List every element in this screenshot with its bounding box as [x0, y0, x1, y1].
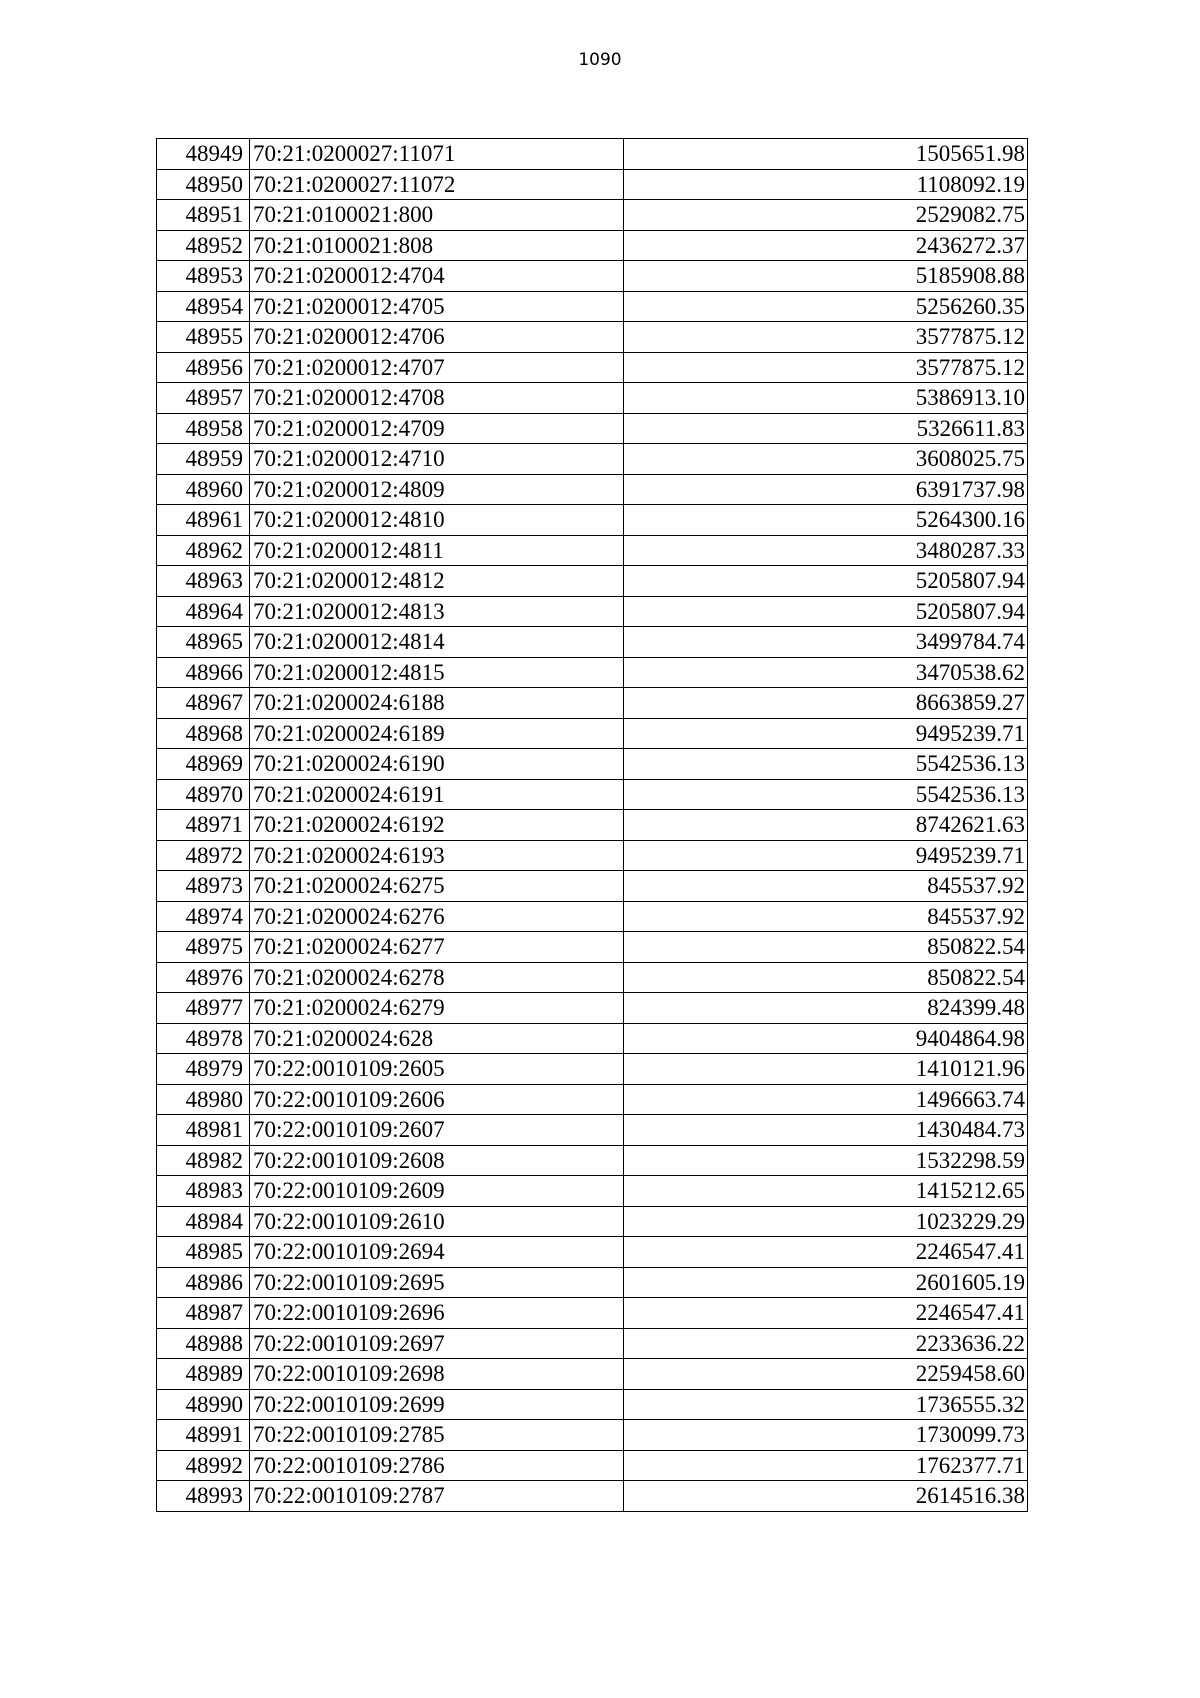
- cadastral-number-cell: 70:22:0010109:2694: [250, 1237, 624, 1268]
- cadastral-number-cell: 70:22:0010109:2695: [250, 1267, 624, 1298]
- table-row: [157, 749, 1028, 780]
- cadastral-number-cell: 70:21:0200024:6275: [250, 871, 624, 902]
- cadastral-value-cell: 1410121.96: [624, 1054, 1028, 1085]
- table-row: [157, 962, 1028, 993]
- table-row: [157, 932, 1028, 963]
- cadastral-number-cell: 70:21:0200012:4709: [250, 413, 624, 444]
- row-number-cell: 48992: [157, 1450, 250, 1481]
- row-number-cell: 48991: [157, 1420, 250, 1451]
- cadastral-number-cell: 70:21:0200024:6193: [250, 840, 624, 871]
- row-number-cell: 48985: [157, 1237, 250, 1268]
- table-row: [157, 688, 1028, 719]
- cadastral-value-cell: 3470538.62: [624, 657, 1028, 688]
- row-number-cell: 48960: [157, 474, 250, 505]
- row-number-cell: 48977: [157, 993, 250, 1024]
- row-number-cell: 48966: [157, 657, 250, 688]
- row-number-cell: 48962: [157, 535, 250, 566]
- row-number-cell: 48959: [157, 444, 250, 475]
- table-row: [157, 566, 1028, 597]
- table-row: [157, 322, 1028, 353]
- cadastral-number-cell: 70:22:0010109:2785: [250, 1420, 624, 1451]
- cadastral-number-cell: 70:22:0010109:2606: [250, 1084, 624, 1115]
- cadastral-value-cell: 2614516.38: [624, 1481, 1028, 1512]
- table-row: [157, 657, 1028, 688]
- table-row: [157, 1450, 1028, 1481]
- row-number-cell: 48951: [157, 200, 250, 231]
- table-row: [157, 291, 1028, 322]
- cadastral-value-cell: 8742621.63: [624, 810, 1028, 841]
- table-row: [157, 993, 1028, 1024]
- table-row: [157, 1176, 1028, 1207]
- cadastral-value-cell: 850822.54: [624, 962, 1028, 993]
- cadastral-value-cell: 845537.92: [624, 871, 1028, 902]
- cadastral-value-cell: 1430484.73: [624, 1115, 1028, 1146]
- table-row: [157, 1420, 1028, 1451]
- cadastral-value-cell: 824399.48: [624, 993, 1028, 1024]
- table-row: [157, 1237, 1028, 1268]
- cadastral-number-cell: 70:21:0100021:808: [250, 230, 624, 261]
- row-number-cell: 48958: [157, 413, 250, 444]
- cadastral-number-cell: 70:21:0200024:6191: [250, 779, 624, 810]
- row-number-cell: 48984: [157, 1206, 250, 1237]
- cadastral-value-cell: 5205807.94: [624, 596, 1028, 627]
- row-number-cell: 48979: [157, 1054, 250, 1085]
- table-row: [157, 444, 1028, 475]
- row-number-cell: 48980: [157, 1084, 250, 1115]
- row-number-cell: 48990: [157, 1389, 250, 1420]
- row-number-cell: 48989: [157, 1359, 250, 1390]
- cadastral-number-cell: 70:21:0200012:4708: [250, 383, 624, 414]
- row-number-cell: 48965: [157, 627, 250, 658]
- row-number-cell: 48956: [157, 352, 250, 383]
- row-number-cell: 48954: [157, 291, 250, 322]
- cadastral-number-cell: 70:21:0200012:4811: [250, 535, 624, 566]
- cadastral-number-cell: 70:22:0010109:2787: [250, 1481, 624, 1512]
- cadastral-value-cell: 1023229.29: [624, 1206, 1028, 1237]
- cadastral-number-cell: 70:21:0200027:11071: [250, 139, 624, 170]
- cadastral-number-cell: 70:21:0200012:4707: [250, 352, 624, 383]
- cadastral-value-cell: 5542536.13: [624, 779, 1028, 810]
- cadastral-number-cell: 70:22:0010109:2608: [250, 1145, 624, 1176]
- row-number-cell: 48964: [157, 596, 250, 627]
- page-number: 1090: [578, 50, 622, 70]
- table-row: [157, 718, 1028, 749]
- cadastral-value-cell: 1532298.59: [624, 1145, 1028, 1176]
- table-body: [157, 139, 1028, 1512]
- cadastral-value-cell: 2601605.19: [624, 1267, 1028, 1298]
- row-number-cell: 48952: [157, 230, 250, 261]
- table-row: [157, 1145, 1028, 1176]
- cadastral-value-cell: 2246547.41: [624, 1298, 1028, 1329]
- cadastral-value-cell: 1736555.32: [624, 1389, 1028, 1420]
- cadastral-value-cell: 1730099.73: [624, 1420, 1028, 1451]
- cadastral-number-cell: 70:21:0200024:6192: [250, 810, 624, 841]
- cadastral-number-cell: 70:21:0200012:4814: [250, 627, 624, 658]
- table-row: [157, 1481, 1028, 1512]
- row-number-cell: 48970: [157, 779, 250, 810]
- cadastral-number-cell: 70:21:0100021:800: [250, 200, 624, 231]
- row-number-cell: 48976: [157, 962, 250, 993]
- cadastral-value-cell: 5256260.35: [624, 291, 1028, 322]
- cadastral-number-cell: 70:22:0010109:2609: [250, 1176, 624, 1207]
- table-row: [157, 261, 1028, 292]
- table-row: [157, 810, 1028, 841]
- cadastral-number-cell: 70:21:0200024:6190: [250, 749, 624, 780]
- cadastral-value-cell: 2436272.37: [624, 230, 1028, 261]
- row-number-cell: 48986: [157, 1267, 250, 1298]
- row-number-cell: 48987: [157, 1298, 250, 1329]
- cadastral-number-cell: 70:21:0200024:6277: [250, 932, 624, 963]
- cadastral-value-cell: 9495239.71: [624, 718, 1028, 749]
- cadastral-number-cell: 70:21:0200012:4809: [250, 474, 624, 505]
- row-number-cell: 48950: [157, 169, 250, 200]
- cadastral-value-cell: 2529082.75: [624, 200, 1028, 231]
- cadastral-value-cell: 5205807.94: [624, 566, 1028, 597]
- table-row: [157, 1023, 1028, 1054]
- cadastral-value-cell: 9495239.71: [624, 840, 1028, 871]
- cadastral-value-cell: 845537.92: [624, 901, 1028, 932]
- table-row: [157, 1115, 1028, 1146]
- cadastral-number-cell: 70:22:0010109:2607: [250, 1115, 624, 1146]
- cadastral-value-cell: 1505651.98: [624, 139, 1028, 170]
- table-row: [157, 535, 1028, 566]
- row-number-cell: 48955: [157, 322, 250, 353]
- row-number-cell: 48974: [157, 901, 250, 932]
- cadastral-value-cell: 1415212.65: [624, 1176, 1028, 1207]
- cadastral-value-cell: 3577875.12: [624, 352, 1028, 383]
- cadastral-value-cell: 5542536.13: [624, 749, 1028, 780]
- cadastral-number-cell: 70:21:0200012:4815: [250, 657, 624, 688]
- table-row: [157, 1054, 1028, 1085]
- cadastral-number-cell: 70:21:0200012:4812: [250, 566, 624, 597]
- row-number-cell: 48963: [157, 566, 250, 597]
- table-row: [157, 1328, 1028, 1359]
- row-number-cell: 48957: [157, 383, 250, 414]
- table-row: [157, 1206, 1028, 1237]
- cadastral-value-table: [156, 138, 1028, 1512]
- cadastral-number-cell: 70:21:0200012:4704: [250, 261, 624, 292]
- table-row: [157, 413, 1028, 444]
- cadastral-number-cell: 70:21:0200012:4706: [250, 322, 624, 353]
- cadastral-number-cell: 70:21:0200024:628: [250, 1023, 624, 1054]
- table-row: [157, 779, 1028, 810]
- table-row: [157, 596, 1028, 627]
- cadastral-value-cell: 5326611.83: [624, 413, 1028, 444]
- row-number-cell: 48983: [157, 1176, 250, 1207]
- row-number-cell: 48981: [157, 1115, 250, 1146]
- table-row: [157, 200, 1028, 231]
- cadastral-value-cell: 1762377.71: [624, 1450, 1028, 1481]
- table-row: [157, 230, 1028, 261]
- row-number-cell: 48988: [157, 1328, 250, 1359]
- cadastral-number-cell: 70:22:0010109:2696: [250, 1298, 624, 1329]
- cadastral-value-cell: 3499784.74: [624, 627, 1028, 658]
- table-row: [157, 901, 1028, 932]
- table-row: [157, 1389, 1028, 1420]
- cadastral-number-cell: 70:21:0200012:4705: [250, 291, 624, 322]
- row-number-cell: 48953: [157, 261, 250, 292]
- row-number-cell: 48968: [157, 718, 250, 749]
- cadastral-number-cell: 70:21:0200024:6276: [250, 901, 624, 932]
- cadastral-value-cell: 5386913.10: [624, 383, 1028, 414]
- cadastral-value-cell: 3577875.12: [624, 322, 1028, 353]
- cadastral-number-cell: 70:22:0010109:2699: [250, 1389, 624, 1420]
- table-row: [157, 871, 1028, 902]
- cadastral-number-cell: 70:21:0200012:4810: [250, 505, 624, 536]
- cadastral-number-cell: 70:21:0200024:6279: [250, 993, 624, 1024]
- table-row: [157, 1084, 1028, 1115]
- table-row: [157, 505, 1028, 536]
- row-number-cell: 48967: [157, 688, 250, 719]
- row-number-cell: 48972: [157, 840, 250, 871]
- row-number-cell: 48949: [157, 139, 250, 170]
- table-row: [157, 840, 1028, 871]
- cadastral-value-cell: 1108092.19: [624, 169, 1028, 200]
- cadastral-number-cell: 70:21:0200024:6189: [250, 718, 624, 749]
- cadastral-value-cell: 5264300.16: [624, 505, 1028, 536]
- table-row: [157, 474, 1028, 505]
- cadastral-value-cell: 2233636.22: [624, 1328, 1028, 1359]
- row-number-cell: 48975: [157, 932, 250, 963]
- cadastral-number-cell: 70:21:0200027:11072: [250, 169, 624, 200]
- row-number-cell: 48961: [157, 505, 250, 536]
- cadastral-value-cell: 8663859.27: [624, 688, 1028, 719]
- cadastral-number-cell: 70:21:0200012:4710: [250, 444, 624, 475]
- cadastral-value-cell: 6391737.98: [624, 474, 1028, 505]
- cadastral-number-cell: 70:22:0010109:2698: [250, 1359, 624, 1390]
- cadastral-table-container: [156, 138, 1028, 1512]
- cadastral-number-cell: 70:22:0010109:2610: [250, 1206, 624, 1237]
- cadastral-number-cell: 70:21:0200012:4813: [250, 596, 624, 627]
- cadastral-number-cell: 70:22:0010109:2605: [250, 1054, 624, 1085]
- table-row: [157, 139, 1028, 170]
- cadastral-number-cell: 70:21:0200024:6278: [250, 962, 624, 993]
- table-row: [157, 1298, 1028, 1329]
- row-number-cell: 48971: [157, 810, 250, 841]
- row-number-cell: 48969: [157, 749, 250, 780]
- table-row: [157, 169, 1028, 200]
- table-row: [157, 627, 1028, 658]
- row-number-cell: 48993: [157, 1481, 250, 1512]
- table-row: [157, 352, 1028, 383]
- cadastral-value-cell: 2259458.60: [624, 1359, 1028, 1390]
- table-row: [157, 383, 1028, 414]
- table-row: [157, 1359, 1028, 1390]
- cadastral-value-cell: 850822.54: [624, 932, 1028, 963]
- row-number-cell: 48978: [157, 1023, 250, 1054]
- cadastral-value-cell: 3480287.33: [624, 535, 1028, 566]
- row-number-cell: 48982: [157, 1145, 250, 1176]
- cadastral-value-cell: 1496663.74: [624, 1084, 1028, 1115]
- table-row: [157, 1267, 1028, 1298]
- row-number-cell: 48973: [157, 871, 250, 902]
- cadastral-number-cell: 70:22:0010109:2697: [250, 1328, 624, 1359]
- cadastral-value-cell: 2246547.41: [624, 1237, 1028, 1268]
- cadastral-number-cell: 70:21:0200024:6188: [250, 688, 624, 719]
- cadastral-value-cell: 9404864.98: [624, 1023, 1028, 1054]
- cadastral-value-cell: 3608025.75: [624, 444, 1028, 475]
- cadastral-value-cell: 5185908.88: [624, 261, 1028, 292]
- cadastral-number-cell: 70:22:0010109:2786: [250, 1450, 624, 1481]
